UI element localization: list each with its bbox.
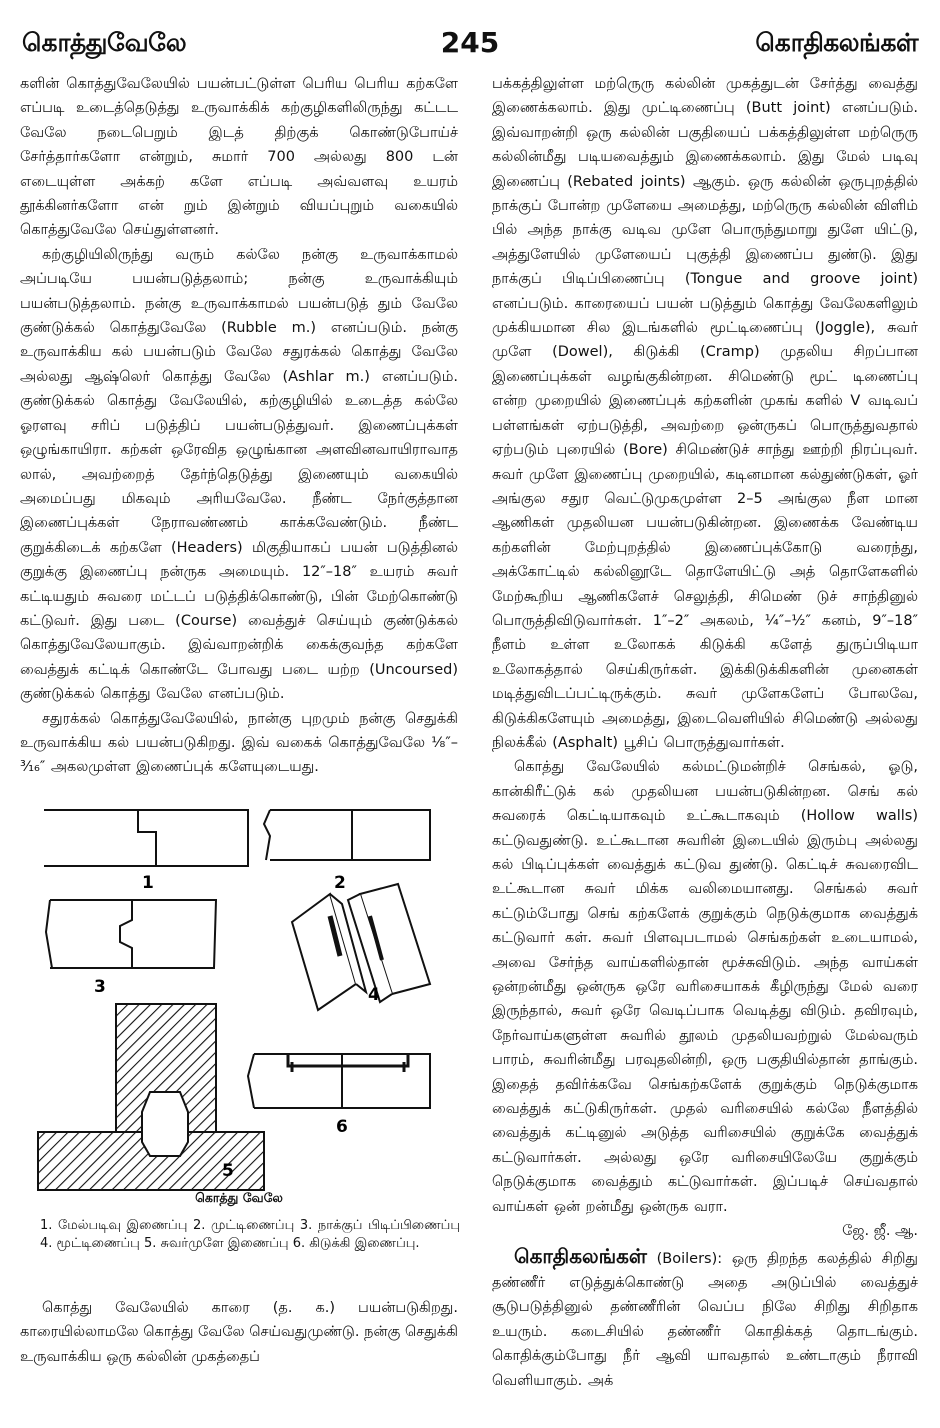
paragraph: சதுரக்கல் கொத்துவேலேயில், நான்கு புறமும் நன்கு செதுக்கி உருவாக்கிய கல் பயன்படுகிறது. இவ் வகைக் கொத்துவேலே ⅛″–³⁄₁₆″ அகலமுள்ள இணைப்புக் களேயுடையது. bbox=[20, 710, 458, 776]
joint-1-rebated bbox=[44, 810, 248, 866]
figure-title: கொத்து வேலே bbox=[195, 1190, 283, 1205]
author-signature: ஜே. ஜீ. ஆ. bbox=[842, 1223, 918, 1240]
figure-label-3: 3 bbox=[94, 977, 106, 997]
entry-text: ஒரு திறந்த கலத்தில் சிறிது தண்ணீர் எடுத்துக்கொண்டு அதை அடுப்பில் வைத்துச் சூடுபடுத்தினுல் தண்ணீரின் வெப்ப நிலே சிறிது சிறிதாக உயரும். கடைசியில் தண்ணீர் கொதிக்கத் தொடங்கும். கொதிக்கும்போது நீர் ஆவி யாவதால் உண்டாகும் நீராவி வெளியாகும். அக் bbox=[492, 1250, 918, 1389]
figure-label-4: 4 bbox=[368, 985, 380, 1005]
right-column bbox=[492, 72, 918, 1393]
joint-3-tongue-groove bbox=[46, 900, 216, 968]
page-number: 245 bbox=[440, 26, 500, 59]
figure-label-2: 2 bbox=[334, 873, 346, 893]
figure-label-6: 6 bbox=[336, 1117, 348, 1137]
paragraph: பக்கத்திலுள்ள மற்ருெரு கல்லின் முகத்துடன் சேர்த்து வைத்து இணைக்கலாம். இது முட்டிணைப்பு (Butt joint) எனப்படும். இவ்வாறன்றி ஒரு கல்லின் பகுதியைப் பக்கத்திலுள்ள மற்ருெரு கல்லின்மீது படியவைத்தும் இணைக்கலாம். இது மேல் படிவு இணைப்பு (Rebated joints) ஆகும். ஒரு கல்லின் ஒருபுறத்தில் நாக்குப் போன்ற முளேயை அமைத்து, மற்ருெரு கல்லின் விளிம் பில் அந்த நாக்கு வடிவ முளே பொருந்துமாறு துளே யிட்டு, அத்துளேயில் முளேயைப் புகுத்தி இணைப்ப துண்டு. இது நாக்குப் பிடிப்பிணைப்பு (Tongue and groove joint) எனப்படும். காரையைப் பயன் படுத்தும் கொத்து வேலேகளிலும் முக்கியமான சில இடங்களில் மூட்டிணைப்பு (Joggle), சுவர் முளே (Dowel), கிடுக்கி (Cramp) முதலிய சிறப்பான இணைப்புக்கள் வழங்குகின்றன. சிமெண்டு மூட் டிணைப்பு என்ற முறையில் இணைப்புக் கற்களின் முகங் களில் V வடிவப் பள்ளங்கள் ஏற்படுத்தி, அவற்றை ஒன்ருகப் பொருத்துவதால் ஏற்படும் புரையில் (Bore) சிமெண்டுச் சாந்து ஊற்றி நிரப்புவர். சுவர் முளே இணைப்பு முறையில், கடினமான கல்துண்டுகள், ஓர் அங்குல சதுர வெட்டுமுகமுள்ள 2–5 அங்குல நீள மான ஆணிகள் முதலியன பயன்படுகின்றன. இணைக்க வேண்டிய கற்களின் மேற்புறத்தில் இணைப்புக்கோடு வரைந்து, அக்கோட்டில் கல்லினூடே தொளேயிட்டு அத் தொளேகளில் மேற்கூறிய ஆணிகளேச் செலுத்தி, சிமெண் டுச் சாந்தினுல் பொருத்திவிடுவார்கள். 1″–2″ அகலம், ¼″–½″ கனம், 9″–18″ நீளம் உள்ள உலோகக் கிடுக்கி களேத் துருப்பிடியா உலோகத்தால் செய்கிருர்கள். இக்கிடுக்கிகளின் முனைகள் மடித்துவிடப்பட்டிருக்கும். சுவர் முளேகளேப் போலவே, கிடுக்கிகளேயும் அமைத்து, இடைவெளியில் சிமெண்டு அல்லது நிலக்கீல் (Asphalt) பூசிப் பொருத்துவார்கள். bbox=[492, 76, 918, 751]
masonry-joints-figure bbox=[30, 796, 456, 1196]
page-header bbox=[22, 24, 918, 66]
left-column bbox=[20, 72, 458, 780]
left-bottom-text bbox=[20, 1296, 458, 1369]
paragraph: கொத்து வேலேயில் காரை (த. க.) பயன்படுகிறது. காரையில்லாமலே கொத்து வேலே செய்வதுமுண்டு. நன்கு செதுக்கி உருவாக்கிய ஒரு கல்லின் முகத்தைப் bbox=[20, 1300, 458, 1365]
entry-english-term: (Boilers): bbox=[656, 1250, 723, 1267]
figure-caption: 1. மேல்படிவு இணைப்பு 2. முட்டிணைப்பு 3. நாக்குப் பிடிப்பிணைப்பு 4. மூட்டிணைப்பு 5. சுவர்முளே இணைப்பு 6. கிடுக்கி இணைப்பு. bbox=[40, 1218, 460, 1251]
entry-paragraph bbox=[492, 1244, 918, 1393]
paragraph: கொத்து வேலேயில் கல்மட்டுமன்றிச் செங்கல், ஓடு, கான்கிரீட்டுக் கல் முதலியன பயன்படுகின்றன. செங் கல் சுவரைக் கெட்டியாகவும் உட்கூடாகவும் (Hollow walls) கட்டுவதுண்டு. உட்கூடான சுவரின் இடையில் இரும்பு அல்லது கல் பிடிப்புக்கள் வைத்துக் கட்டுவ துண்டு. கெட்டிச் சுவரைவிட உட்கூடான சுவர் மிக்க வலிமையானது. செங்கல் சுவர் கட்டும்போது செங் கற்களேக் குறுக்கும் நெடுக்குமாக வைத்துக் கட்டுவார் கள். சுவர் பிளவுபடாமல் செங்கற்கள் உடையாமல், அவை சேர்ந்த வாய்களில்தான் மூச்சுவிடும். அந்த வாய்கள் ஒன்றன்மீது ஒன்ருக ஒரே வரிசையாகக் கீழிருந்து மேல் வரை இருந்தால், சுவர் ஒரே வெடிப்பாக வெடித்து விடும். தவிரவும், நேர்வாய்களுள்ள சுவரில் தூலம் முதலியவற்றுல் மேல்வரும் பாரம், சுவரின்மீது பரவுதலின்றி, ஒரு பகுதியில்தான் தாங்கும். இதைத் தவிர்க்கவே செங்கற்களேக் குறுக்கும் நெடுக்குமாக வைத்துக் கட்டுகிருர்கள். முதல் வரிசையில் கல்லே நீளத்தில் வைத்துக் கட்டினுல் அடுத்த வரிசையில் குறுக்கே வைத்துக் கட்டுவார்கள். அல்லது ஒரே வரிசையிலேயே குறுக்கும் நெடுக்குமாக வைத்தும் கட்டுவார்கள். இப்படிச் செய்வதால் வாய்கள் ஒன் றன்மீது ஒன்ருக வரா. bbox=[492, 759, 918, 1215]
joints-illustration bbox=[30, 796, 456, 1196]
paragraph: கற்குழியிலிருந்து வரும் கல்லே நன்கு உருவாக்காமல் அப்படியே பயன்படுத்தலாம்; நன்கு உருவாக்கியும் பயன்படுத்தலாம். நன்கு உருவாக்காமல் பயன்படுத் தும் வேலே குண்டுக்கல் கொத்துவேலே (Rubble m.) எனப்படும். நன்கு உருவாக்கிய கல் பயன்படும் வேலே சதுரக்கல் கொத்து வேலே அல்லது ஆஷ்லெர் கொத்து வேலே (Ashlar m.) எனப்படும். குண்டுக்கல் கொத்து வேலேயில், கற்குழியில் உடைத்த கல்லே ஓரளவு சரிப் படுத்திப் பயன்படுத்துவர். இணைப்புக்கள் ஒழுங்காயிரா. கற்கள் ஒரேவித ஒழுங்கான அளவினவாயிராவாத லால், அவற்றைத் தேர்ந்தெடுத்து இணையும் வகையில் அமைப்பது மிகவும் அரியவேலே. நீண்ட நேர்குத்தான இணைப்புக்கள் நேராவண்ணம் காக்கவேண்டும். நீண்ட குறுக்கிடைக் கற்களே (Headers) மிகுதியாகப் பயன் படுத்தினல் குறுக்கு இணைப்பு நன்ருக அமையும். 12″–18″ உயரம் சுவர் கட்டியதும் சுவரை மட்டப் படுத்திக்கொண்டு, பின் மேற்கொண்டு கட்டுவர். இது படை (Course) வைத்துச் செய்யும் குண்டுக்கல் கொத்துவேலேயாகும். இவ்வாறன்றிக் கைக்குவந்த கற்களே வைத்துக் கட்டிக் கொண்டே போவது படை யற்ற (Uncoursed) குண்டுக்கல் கொத்து வேலே எனப்படும். bbox=[20, 246, 458, 703]
paragraph: களின் கொத்துவேலேயில் பயன்பட்டுள்ள பெரிய பெரிய கற்களே எப்படி உடைத்தெடுத்து உருவாக்கிக் கற்குழிகளிலிருந்து கட்டட வேலே நடைபெறும் இடத் திற்குக் கொண்டுபோய்ச் சேர்த்தார்களோ என்றும், சுமார் 700 அல்லது 800 டன் எடையுள்ள அக்கற் களே எப்படி அவ்வளவு உயரம் தூக்கினர்களோ என் றும் இன்றும் வியப்புறும் வகையில் கொத்துவேலே செய்துள்ளனர். bbox=[20, 76, 458, 239]
running-head-left: கொத்துவேலே bbox=[22, 28, 187, 57]
joint-6-cramp bbox=[248, 1054, 430, 1108]
joint-4-joggle bbox=[292, 884, 430, 1010]
entry-heading: கொதிகலங்கள் bbox=[514, 1243, 647, 1268]
running-head-right: கொதிகலங்கள் bbox=[755, 28, 918, 57]
figure-label-1: 1 bbox=[142, 873, 154, 893]
figure-label-5: 5 bbox=[222, 1161, 234, 1181]
joint-2-butt bbox=[264, 810, 430, 860]
